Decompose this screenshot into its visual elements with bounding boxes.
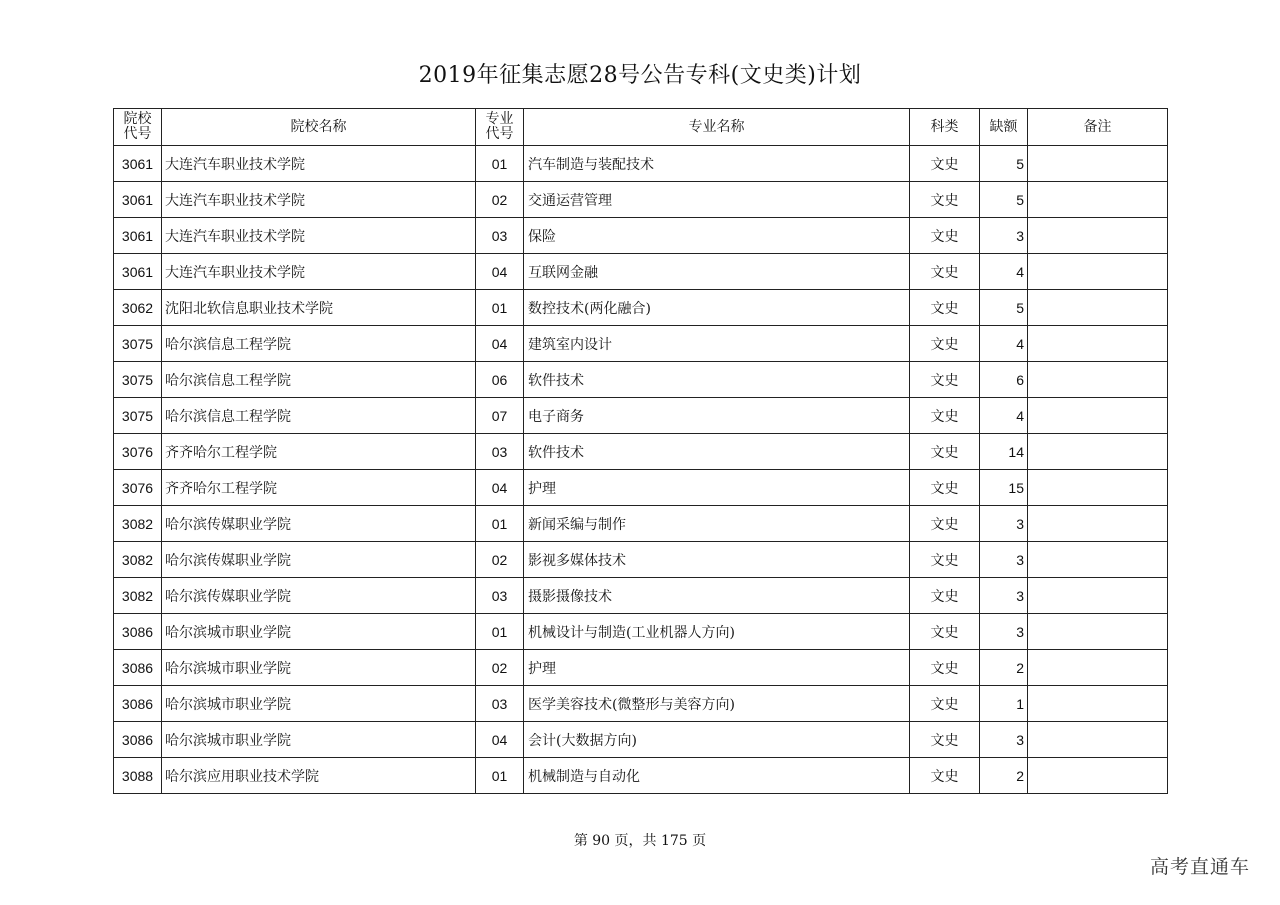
table-row xyxy=(114,578,1168,614)
plan-table xyxy=(113,108,1168,794)
header-school-name: 院校名称 xyxy=(162,109,476,146)
header-row xyxy=(114,109,1168,146)
header-school-code: 院校代号 xyxy=(114,109,162,146)
table-row xyxy=(114,470,1168,506)
cell-remarks xyxy=(1028,146,1168,182)
cell-school-code: 3082 xyxy=(114,578,162,614)
cell-category: 文史 xyxy=(910,362,980,398)
cell-major-name: 医学美容技术(微整形与美容方向) xyxy=(524,686,910,722)
cell-major-name: 摄影摄像技术 xyxy=(524,578,910,614)
header-major-name: 专业名称 xyxy=(524,109,910,146)
cell-remarks xyxy=(1028,650,1168,686)
cell-major-name: 互联网金融 xyxy=(524,254,910,290)
cell-remarks xyxy=(1028,614,1168,650)
table-row xyxy=(114,182,1168,218)
page-title: 2019年征集志愿28号公告专科(文史类)计划 xyxy=(418,63,862,88)
cell-school-name: 沈阳北软信息职业技术学院 xyxy=(162,290,476,326)
cell-vacancy: 2 xyxy=(980,650,1028,686)
header-vacancy: 缺额 xyxy=(980,109,1028,146)
cell-school-name: 哈尔滨信息工程学院 xyxy=(162,326,476,362)
cell-school-code: 3086 xyxy=(114,722,162,758)
table-row xyxy=(114,722,1168,758)
cell-category: 文史 xyxy=(910,326,980,362)
cell-major-code: 03 xyxy=(476,434,524,470)
cell-school-code: 3082 xyxy=(114,506,162,542)
cell-major-name: 机械设计与制造(工业机器人方向) xyxy=(524,614,910,650)
cell-major-code: 02 xyxy=(476,182,524,218)
table-row xyxy=(114,758,1168,794)
table-row xyxy=(114,506,1168,542)
cell-school-name: 大连汽车职业技术学院 xyxy=(162,182,476,218)
cell-category: 文史 xyxy=(910,470,980,506)
cell-major-code: 04 xyxy=(476,326,524,362)
table-row xyxy=(114,686,1168,722)
cell-major-code: 06 xyxy=(476,362,524,398)
cell-major-name: 建筑室内设计 xyxy=(524,326,910,362)
cell-major-code: 01 xyxy=(476,506,524,542)
cell-major-code: 02 xyxy=(476,542,524,578)
cell-vacancy: 4 xyxy=(980,254,1028,290)
header-remarks: 备注 xyxy=(1028,109,1168,146)
cell-vacancy: 3 xyxy=(980,722,1028,758)
cell-remarks xyxy=(1028,218,1168,254)
cell-school-code: 3086 xyxy=(114,650,162,686)
cell-school-code: 3076 xyxy=(114,434,162,470)
cell-major-code: 01 xyxy=(476,290,524,326)
cell-vacancy: 5 xyxy=(980,146,1028,182)
cell-school-name: 哈尔滨城市职业学院 xyxy=(162,650,476,686)
cell-school-name: 大连汽车职业技术学院 xyxy=(162,218,476,254)
cell-category: 文史 xyxy=(910,578,980,614)
table-row xyxy=(114,398,1168,434)
cell-category: 文史 xyxy=(910,290,980,326)
cell-major-code: 03 xyxy=(476,578,524,614)
cell-major-name: 软件技术 xyxy=(524,434,910,470)
cell-remarks xyxy=(1028,686,1168,722)
cell-major-code: 04 xyxy=(476,254,524,290)
cell-major-name: 保险 xyxy=(524,218,910,254)
cell-school-name: 齐齐哈尔工程学院 xyxy=(162,434,476,470)
table-row xyxy=(114,146,1168,182)
cell-category: 文史 xyxy=(910,650,980,686)
cell-school-code: 3075 xyxy=(114,362,162,398)
cell-remarks xyxy=(1028,506,1168,542)
cell-major-code: 02 xyxy=(476,650,524,686)
cell-major-name: 数控技术(两化融合) xyxy=(524,290,910,326)
cell-category: 文史 xyxy=(910,398,980,434)
cell-vacancy: 3 xyxy=(980,542,1028,578)
cell-vacancy: 3 xyxy=(980,614,1028,650)
cell-category: 文史 xyxy=(910,722,980,758)
cell-remarks xyxy=(1028,182,1168,218)
cell-school-code: 3086 xyxy=(114,614,162,650)
table-row xyxy=(114,614,1168,650)
cell-vacancy: 5 xyxy=(980,182,1028,218)
cell-school-name: 哈尔滨城市职业学院 xyxy=(162,686,476,722)
cell-major-code: 03 xyxy=(476,686,524,722)
cell-major-code: 07 xyxy=(476,398,524,434)
cell-school-code: 3076 xyxy=(114,470,162,506)
cell-vacancy: 4 xyxy=(980,398,1028,434)
cell-major-code: 03 xyxy=(476,218,524,254)
table-body xyxy=(114,146,1168,794)
cell-school-name: 大连汽车职业技术学院 xyxy=(162,254,476,290)
cell-major-name: 交通运营管理 xyxy=(524,182,910,218)
cell-school-code: 3062 xyxy=(114,290,162,326)
cell-school-name: 哈尔滨传媒职业学院 xyxy=(162,506,476,542)
cell-remarks xyxy=(1028,398,1168,434)
cell-school-code: 3061 xyxy=(114,218,162,254)
cell-vacancy: 5 xyxy=(980,290,1028,326)
cell-major-code: 01 xyxy=(476,614,524,650)
cell-school-code: 3061 xyxy=(114,182,162,218)
table-row xyxy=(114,254,1168,290)
cell-vacancy: 6 xyxy=(980,362,1028,398)
cell-major-code: 04 xyxy=(476,470,524,506)
cell-school-name: 大连汽车职业技术学院 xyxy=(162,146,476,182)
cell-school-name: 齐齐哈尔工程学院 xyxy=(162,470,476,506)
cell-major-name: 新闻采编与制作 xyxy=(524,506,910,542)
cell-school-code: 3088 xyxy=(114,758,162,794)
cell-school-code: 3075 xyxy=(114,398,162,434)
cell-major-name: 护理 xyxy=(524,650,910,686)
cell-category: 文史 xyxy=(910,758,980,794)
cell-category: 文史 xyxy=(910,686,980,722)
cell-major-name: 软件技术 xyxy=(524,362,910,398)
cell-school-code: 3075 xyxy=(114,326,162,362)
cell-major-name: 护理 xyxy=(524,470,910,506)
cell-major-name: 电子商务 xyxy=(524,398,910,434)
table-header xyxy=(114,109,1168,146)
cell-school-name: 哈尔滨传媒职业学院 xyxy=(162,578,476,614)
cell-school-code: 3082 xyxy=(114,542,162,578)
header-major-code: 专业代号 xyxy=(476,109,524,146)
cell-remarks xyxy=(1028,290,1168,326)
cell-remarks xyxy=(1028,254,1168,290)
cell-remarks xyxy=(1028,578,1168,614)
cell-remarks xyxy=(1028,326,1168,362)
cell-major-name: 影视多媒体技术 xyxy=(524,542,910,578)
table-row xyxy=(114,542,1168,578)
cell-major-code: 01 xyxy=(476,758,524,794)
cell-remarks xyxy=(1028,542,1168,578)
cell-remarks xyxy=(1028,758,1168,794)
cell-vacancy: 3 xyxy=(980,218,1028,254)
cell-major-code: 01 xyxy=(476,146,524,182)
cell-category: 文史 xyxy=(910,506,980,542)
cell-vacancy: 4 xyxy=(980,326,1028,362)
cell-category: 文史 xyxy=(910,182,980,218)
cell-category: 文史 xyxy=(910,614,980,650)
cell-school-code: 3061 xyxy=(114,146,162,182)
cell-remarks xyxy=(1028,470,1168,506)
cell-remarks xyxy=(1028,722,1168,758)
cell-school-code: 3086 xyxy=(114,686,162,722)
cell-vacancy: 3 xyxy=(980,578,1028,614)
cell-vacancy: 15 xyxy=(980,470,1028,506)
table-row xyxy=(114,434,1168,470)
cell-school-name: 哈尔滨信息工程学院 xyxy=(162,398,476,434)
table-row xyxy=(114,650,1168,686)
watermark-logo-text: 高考直通车 xyxy=(1149,856,1250,878)
cell-vacancy: 2 xyxy=(980,758,1028,794)
cell-school-name: 哈尔滨城市职业学院 xyxy=(162,614,476,650)
cell-major-code: 04 xyxy=(476,722,524,758)
cell-category: 文史 xyxy=(910,434,980,470)
table-row xyxy=(114,326,1168,362)
cell-vacancy: 1 xyxy=(980,686,1028,722)
cell-category: 文史 xyxy=(910,146,980,182)
cell-school-name: 哈尔滨信息工程学院 xyxy=(162,362,476,398)
cell-remarks xyxy=(1028,434,1168,470)
cell-vacancy: 14 xyxy=(980,434,1028,470)
cell-school-name: 哈尔滨城市职业学院 xyxy=(162,722,476,758)
cell-category: 文史 xyxy=(910,218,980,254)
cell-school-name: 哈尔滨传媒职业学院 xyxy=(162,542,476,578)
header-category: 科类 xyxy=(910,109,980,146)
table-row xyxy=(114,290,1168,326)
cell-vacancy: 3 xyxy=(980,506,1028,542)
cell-major-name: 机械制造与自动化 xyxy=(524,758,910,794)
cell-remarks xyxy=(1028,362,1168,398)
cell-category: 文史 xyxy=(910,542,980,578)
table-row xyxy=(114,362,1168,398)
page-footer: 第 90 页，共 175 页 xyxy=(573,833,707,849)
cell-school-code: 3061 xyxy=(114,254,162,290)
cell-major-name: 会计(大数据方向) xyxy=(524,722,910,758)
table-row xyxy=(114,218,1168,254)
cell-school-name: 哈尔滨应用职业技术学院 xyxy=(162,758,476,794)
cell-category: 文史 xyxy=(910,254,980,290)
cell-major-name: 汽车制造与装配技术 xyxy=(524,146,910,182)
